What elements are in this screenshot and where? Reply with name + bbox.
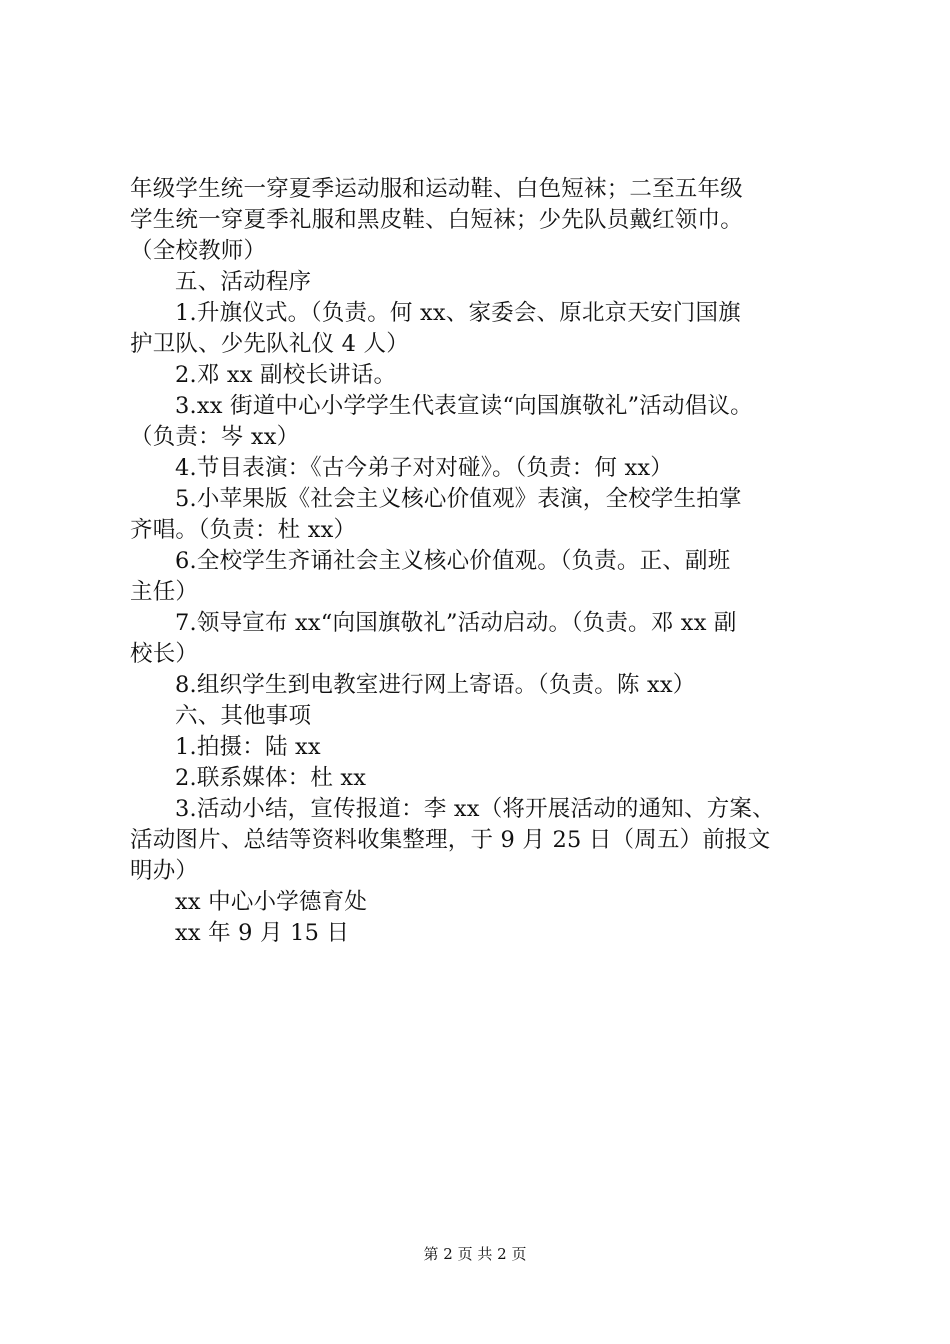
procedure-item-1-continued: 护卫队、少先队礼仪 4 人） xyxy=(130,331,409,357)
procedure-item-4: 4.节目表演：《古今弟子对对碰》。（负责：何 xx） xyxy=(175,455,673,481)
procedure-item-3-continued: （负责：岑 xx） xyxy=(130,424,300,450)
procedure-item-5: 5.小苹果版《社会主义核心价值观》表演，全校学生拍掌 xyxy=(175,486,742,512)
signature-date: xx 年 9 月 15 日 xyxy=(175,920,350,946)
procedure-item-6: 6.全校学生齐诵社会主义核心价值观。（负责。正、副班 xyxy=(175,548,731,574)
procedure-item-7-continued: 校长） xyxy=(130,641,199,667)
body-line: 学生统一穿夏季礼服和黑皮鞋、白短袜；少先队员戴红领巾。 xyxy=(130,207,743,233)
procedure-item-2: 2.邓 xx 副校长讲话。 xyxy=(175,362,397,388)
document-body xyxy=(130,174,840,949)
body-line: 年级学生统一穿夏季运动服和运动鞋、白色短袜；二至五年级 xyxy=(130,176,743,202)
body-line: （全校教师） xyxy=(130,238,267,264)
section-heading-procedure: 五、活动程序 xyxy=(175,269,312,295)
other-item-3: 3.活动小结，宣传报道：李 xx（将开展活动的通知、方案、 xyxy=(175,796,775,822)
procedure-item-1: 1.升旗仪式。（负责。何 xx、家委会、原北京天安门国旗 xyxy=(175,300,741,326)
other-item-3-continued: 明办） xyxy=(130,858,199,884)
other-item-3-continued: 活动图片、总结等资料收集整理，于 9 月 25 日（周五）前报文 xyxy=(130,827,771,853)
page-number-footer: 第 2 页 共 2 页 xyxy=(423,1245,527,1263)
procedure-item-3: 3.xx 街道中心小学学生代表宣读“向国旗敬礼”活动倡议。 xyxy=(175,393,753,419)
section-heading-other: 六、其他事项 xyxy=(175,703,312,729)
signature-organization: xx 中心小学德育处 xyxy=(175,889,368,915)
procedure-item-6-continued: 主任） xyxy=(130,579,199,605)
procedure-item-7: 7.领导宣布 xx“向国旗敬礼”活动启动。（负责。邓 xx 副 xyxy=(175,610,737,636)
procedure-item-8: 8.组织学生到电教室进行网上寄语。（负责。陈 xx） xyxy=(175,672,696,698)
other-item-2: 2.联系媒体：杜 xx xyxy=(175,765,367,791)
procedure-item-5-continued: 齐唱。（负责：杜 xx） xyxy=(130,517,357,543)
other-item-1: 1.拍摄：陆 xx xyxy=(175,734,321,760)
